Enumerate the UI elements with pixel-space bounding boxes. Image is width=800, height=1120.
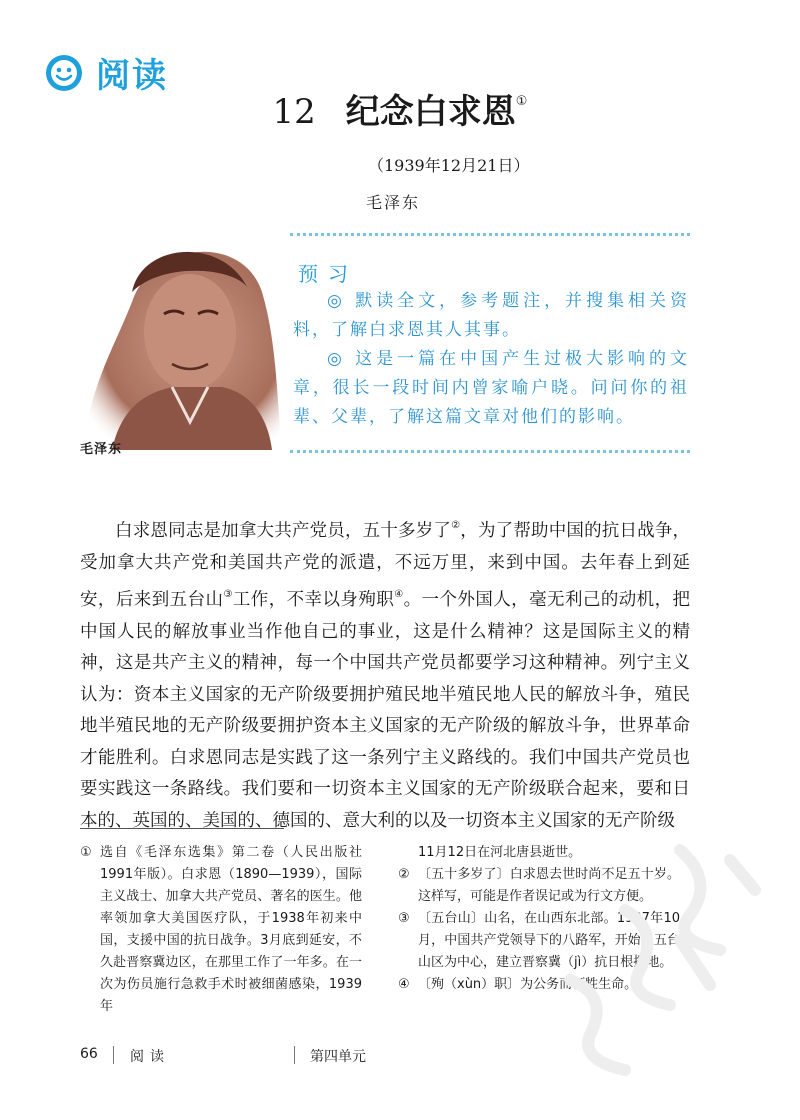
watermark-seal bbox=[530, 820, 780, 1090]
portrait-caption: 毛泽东 bbox=[80, 442, 123, 457]
preview-top-divider bbox=[290, 233, 690, 236]
footer-book-label: 阅读 bbox=[130, 1049, 170, 1065]
lesson-number: 12 bbox=[272, 92, 316, 132]
footnote-mark: ① bbox=[80, 845, 92, 860]
author-portrait bbox=[72, 232, 282, 450]
footnote-ref-2[interactable]: ② bbox=[451, 520, 461, 531]
preview-title: 预习 bbox=[298, 262, 358, 286]
preview-item: ◎ 这是一篇在中国产生过极大影响的文章，很长一段时间内曾家喻户晓。问问你的祖辈、父辈，了解这篇文章对他们的影响。 bbox=[293, 349, 689, 427]
footnotes-left-column bbox=[80, 842, 362, 1018]
footnote-1 bbox=[80, 842, 362, 1018]
footer-unit-label: 第四单元 bbox=[310, 1049, 366, 1065]
footnote-text: 〔殉（xùn）职〕为公务而牺牲生命。 bbox=[418, 977, 638, 992]
lesson-date: （1939年12月21日） bbox=[368, 156, 530, 175]
footnote-1-continued: 11月12日在河北唐县逝世。 bbox=[418, 845, 582, 860]
title-footnote-ref[interactable]: ① bbox=[515, 94, 528, 109]
body-paragraph: 白求恩同志是加拿大共产党员，五十多岁了②，为了帮助中国的抗日战争，受加拿大共产党和美国共产党的派遣，不远万里，来到中国。去年春上到延安，后来到五台山③工作，不幸以身殉职④。一个外国人，毫无利己的动机，把中国人民的解放事业当作他自己的事业，这是什么精神？这是国际主义的精神，这是共产主义的精神，每一个中国共产党员都要学习这种精神。列宁主义认为：资本主义国家的无产阶级要拥护殖民地半殖民地人民的解放斗争，殖民地半殖民地的无产阶级要拥护资本主义国家的无产阶级的解放斗争，世界革命才能胜利。白求恩同志是实践了这一条列宁主义路线的。我们中国共产党员也要实践这一条路线。我们要和一切资本主义国家的无产阶级联合起来，要和日本的、英国的、美国的、德国的、意大利的以及一切资本主义国家的无产阶级 bbox=[80, 520, 691, 831]
footnote-ref-3[interactable]: ③ bbox=[223, 589, 233, 600]
footnote-text: 〔五十多岁了〕白求恩去世时尚不足五十岁。这样写，可能是作者误记或为行文方便。 bbox=[418, 867, 680, 904]
page-number: 66 bbox=[80, 1046, 98, 1062]
lesson-author: 毛泽东 bbox=[366, 193, 421, 212]
footnote-ref-4[interactable]: ④ bbox=[394, 589, 404, 600]
section-label: 阅读 bbox=[96, 56, 168, 96]
lesson-title bbox=[0, 84, 800, 133]
footnote-divider bbox=[80, 828, 284, 829]
footnote-text: 选自《毛泽东选集》第二卷（人民出版社1991年版）。白求恩（1890—1939），国际主义战士、加拿大共产党员、著名的医生。他率领加拿大美国医疗队，于1938年初来中国，支援中国的抗日战争。3月底到延安，不久赴晋察冀边区，在那里工作了一年多。在一次为伤员施行急救手术时被细菌感染，1939年 bbox=[100, 845, 362, 1014]
footnote-mark: ③ bbox=[398, 911, 410, 926]
footnote-mark: ② bbox=[398, 867, 410, 882]
footer-separator bbox=[113, 1046, 114, 1064]
preview-bottom-divider bbox=[290, 450, 690, 453]
lesson-title-text: 纪念白求恩 bbox=[345, 92, 516, 132]
footnote-text: 〔五台山〕山名，在山西东北部。1937年10月，中国共产党领导下的八路军，开始以五台山区为中心，建立晋察冀（jì）抗日根据地。 bbox=[418, 911, 680, 970]
footnote-mark: ④ bbox=[398, 977, 410, 992]
preview-item: ◎ 默读全文，参考题注，并搜集相关资料，了解白求恩其人其事。 bbox=[293, 291, 689, 340]
footer-separator bbox=[294, 1046, 295, 1064]
